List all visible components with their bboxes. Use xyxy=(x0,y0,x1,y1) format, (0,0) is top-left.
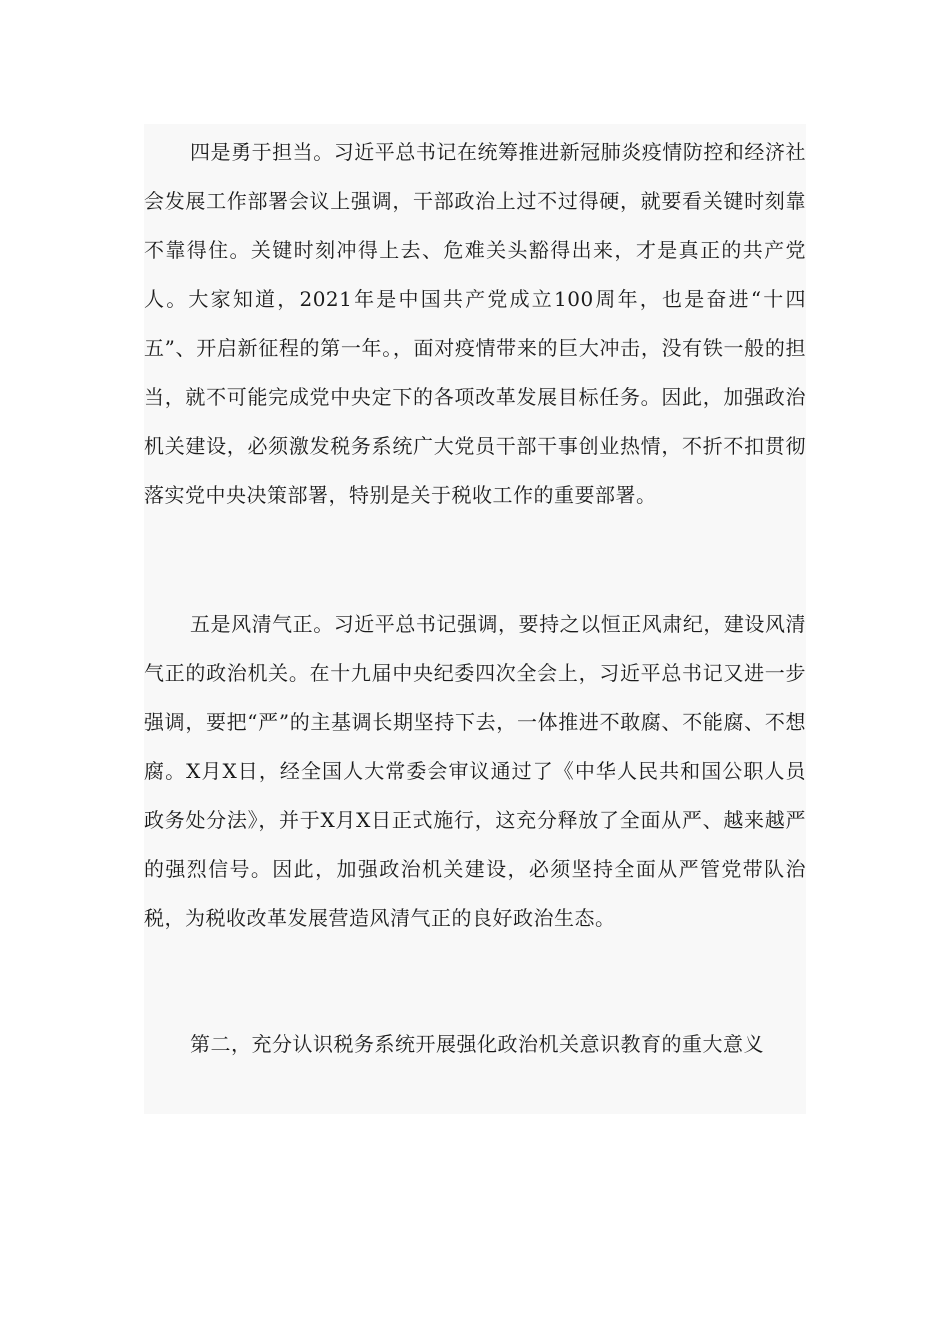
paragraph-courage: 四是勇于担当。习近平总书记在统筹推进新冠肺炎疫情防控和经济社会发展工作部署会议上强调，干部政治上过不过得硬，就要看关键时刻靠不靠得住。关键时刻冲得上去、危难关头豁得出来，才是真正的共产党人。大家知道，2021年是中国共产党成立100周年，也是奋进“十四五”、开启新征程的第一年。，面对疫情带来的巨大冲击，没有铁一般的担当，就不可能完成党中央定下的各项改革发展目标任务。因此，加强政治机关建设，必须激发税务系统广大党员干部干事创业热情，不折不扣贯彻落实党中央决策部署，特别是关于税收工作的重要部署。 xyxy=(144,140,806,507)
section-heading-second: 第二，充分认识税务系统开展强化政治机关意识教育的重大意义 xyxy=(190,1032,764,1056)
text-body xyxy=(144,124,806,1114)
paragraph-integrity: 五是风清气正。习近平总书记强调，要持之以恒正风肃纪，建设风清气正的政治机关。在十九届中央纪委四次全会上，习近平总书记又进一步强调，要把“严”的主基调长期坚持下去，一体推进不敢腐、不能腐、不想腐。X月X日，经全国人大常委会审议通过了《中华人民共和国公职人员政务处分法》，并于X月X日正式施行，这充分释放了全面从严、越来越严的强烈信号。因此，加强政治机关建设，必须坚持全面从严管党带队治税，为税收改革发展营造风清气正的良好政治生态。 xyxy=(144,612,806,930)
